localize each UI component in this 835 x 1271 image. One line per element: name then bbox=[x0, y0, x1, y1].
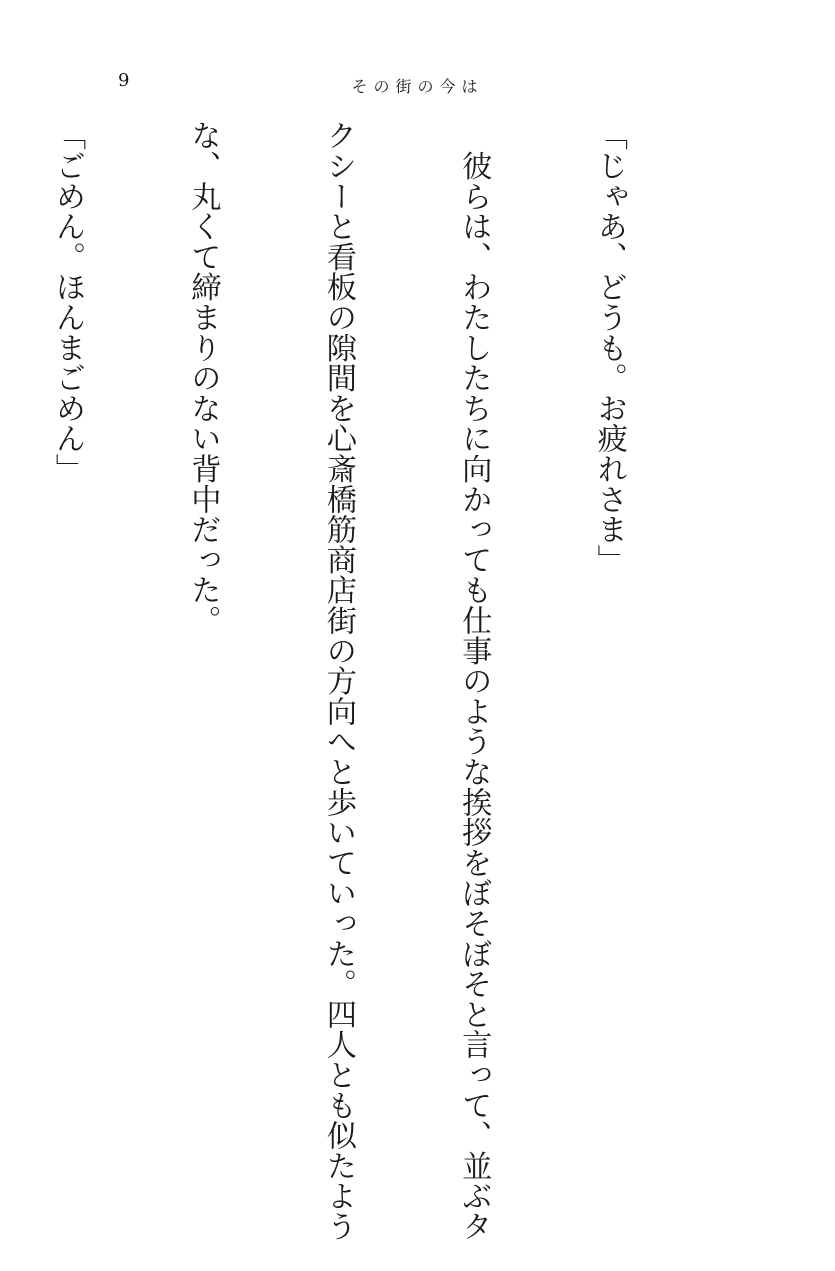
text-column: 「じゃあ、どうも。お疲れさま」 bbox=[591, 120, 627, 575]
text-column: クシーと看板の隙間を心斎橋筋商店街の方向へと歩いていった。四人とも似たよう bbox=[320, 120, 356, 1242]
vertical-body-text bbox=[0, 120, 722, 1242]
running-header-title: その街の今は bbox=[351, 77, 484, 96]
text-column: 「ごめん。ほんまごめん」 bbox=[50, 120, 86, 484]
page-number: 9 bbox=[118, 70, 130, 91]
text-column: な、丸くて締まりのない背中だった。 bbox=[185, 120, 221, 636]
text-column: 彼らは、わたしたちに向かっても仕事のような挨拶をぼそぼそと言って、並ぶタ bbox=[456, 120, 492, 1242]
